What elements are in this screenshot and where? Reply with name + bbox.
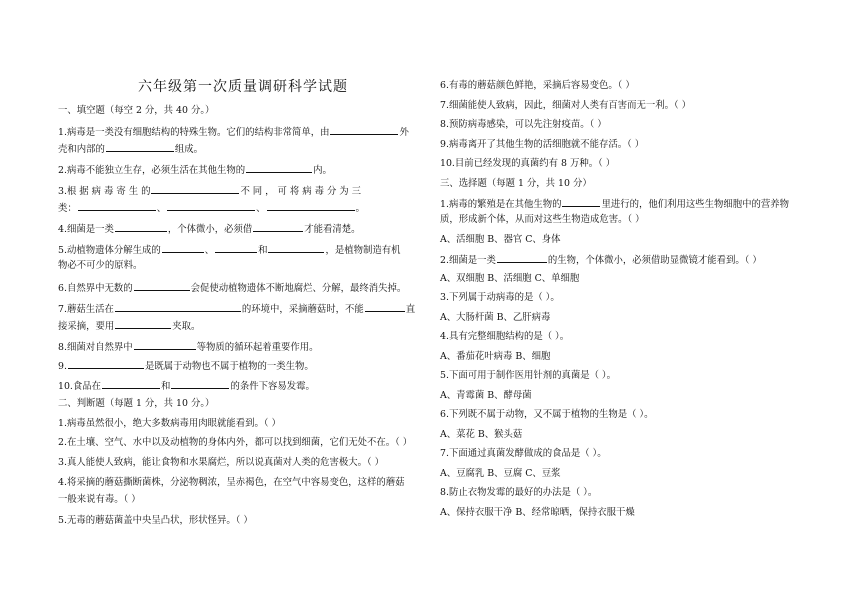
question-text: 的环境中，采摘蘑菇时，不能 bbox=[241, 304, 364, 315]
question-fill-10 bbox=[58, 378, 315, 393]
page-title: 六年级第一次质量调研科学试题 bbox=[138, 79, 348, 95]
question-text: 、 bbox=[256, 203, 266, 214]
answer-blank[interactable] bbox=[115, 221, 167, 232]
answer-blank[interactable] bbox=[171, 378, 229, 389]
question-text: 和 bbox=[161, 381, 171, 392]
answer-blank[interactable] bbox=[497, 252, 547, 263]
section-fill-blank-heading: 一、填空题（每空 2 分，共 40 分。） bbox=[58, 105, 215, 116]
answer-blank[interactable] bbox=[106, 141, 174, 152]
answer-blank[interactable] bbox=[102, 378, 160, 389]
question-fill-5 bbox=[58, 242, 401, 257]
question-choice-6: 6.下列既不属于动物，又不属于植物的生物是（ ）。 bbox=[440, 409, 654, 420]
question-judge-3: 3.真人能使人致病，能让食物和水果腐烂，所以说真菌对人类的危害极大。（ ） bbox=[58, 457, 384, 468]
question-text: 2.细菌是一类 bbox=[440, 255, 496, 266]
answer-blank[interactable] bbox=[162, 242, 204, 253]
choice-3-options: A、大肠杆菌 B、乙肝病毒 bbox=[440, 312, 551, 323]
question-text: 类： bbox=[58, 203, 77, 214]
question-choice-4: 4.具有完整细胞结构的是（ ）。 bbox=[440, 331, 570, 342]
question-text: 1.病毒的繁殖是在其他生物的 bbox=[440, 199, 562, 210]
question-fill-3-cont bbox=[58, 200, 365, 215]
question-choice-2 bbox=[440, 252, 762, 267]
question-judge-5: 5.无毒的蘑菇菌盖中央呈凸状，形状怪异。（ ） bbox=[58, 515, 253, 526]
question-text: 7.蘑菇生活在 bbox=[58, 304, 114, 315]
answer-blank[interactable] bbox=[365, 301, 405, 312]
question-text: 会促使动植物遗体不断地腐烂、分解，最终消失掉。 bbox=[190, 283, 407, 294]
answer-blank[interactable] bbox=[253, 221, 303, 232]
question-text: 接采摘，要用 bbox=[58, 321, 115, 332]
question-text: 2.病毒不能独立生存，必须生活在其他生物的 bbox=[58, 165, 246, 176]
question-choice-1 bbox=[440, 196, 789, 211]
answer-blank[interactable] bbox=[115, 318, 171, 329]
question-text: 才能看清楚。 bbox=[304, 224, 361, 235]
answer-blank[interactable] bbox=[68, 358, 144, 369]
question-text: 1.病毒是一类没有细胞结构的特殊生物。它们的结构非常简单，由 bbox=[58, 127, 330, 138]
question-judge-1: 1.病毒虽然很小，绝大多数病毒用肉眼就能看到。（ ） bbox=[58, 418, 281, 429]
question-judge-2: 2.在土壤、空气、水中以及动植物的身体内外，都可以找到细菌，它们无处不在。（ ） bbox=[58, 437, 413, 448]
answer-blank[interactable] bbox=[330, 124, 398, 135]
question-text: 和 bbox=[258, 245, 268, 256]
question-text: 组成。 bbox=[174, 144, 204, 155]
section-choice-heading: 三、选择题（每题 1 分，共 10 分） bbox=[440, 178, 592, 189]
question-judge-10: 10.目前已经发现的真菌约有 8 万种。（ ） bbox=[440, 158, 616, 169]
question-text: 外 bbox=[399, 127, 409, 138]
answer-blank[interactable] bbox=[78, 200, 156, 211]
question-fill-3 bbox=[58, 183, 361, 198]
question-text: ，个体微小，必须借 bbox=[167, 224, 253, 235]
question-text: 3.根 据 病 毒 寄 生 的 bbox=[58, 186, 151, 197]
question-judge-8: 8.预防病毒感染，可以先注射疫苗。（ ） bbox=[440, 119, 607, 130]
question-choice-8: 8.防止衣物发霉的最好的办法是（ ）。 bbox=[440, 487, 598, 498]
choice-5-options: A、青霉菌 B、酵母菌 bbox=[440, 390, 532, 401]
question-fill-6 bbox=[58, 280, 406, 295]
question-text: ，是植物制造有机 bbox=[325, 245, 401, 256]
question-text: 5.动植物遗体分解生成的 bbox=[58, 245, 161, 256]
answer-blank[interactable] bbox=[134, 339, 196, 350]
question-fill-4 bbox=[58, 221, 360, 236]
question-judge-4: 4.将采摘的蘑菇撕断菌株，分泌物稠浓，呈赤褐色，在空气中容易变色，这样的蘑菇 bbox=[58, 477, 405, 488]
answer-blank[interactable] bbox=[562, 196, 600, 207]
answer-blank[interactable] bbox=[268, 242, 324, 253]
question-text: 直 bbox=[405, 304, 416, 315]
question-fill-1-cont bbox=[58, 141, 203, 156]
question-text: 10.食品在 bbox=[58, 381, 102, 392]
question-text: 的生物，个体微小，必须借助显微镜才能看到。（ ） bbox=[547, 255, 762, 266]
question-text: 。 bbox=[355, 203, 365, 214]
question-text: 9. bbox=[58, 361, 67, 372]
question-text: 8.细菌对自然界中 bbox=[58, 342, 133, 353]
question-text: 、 bbox=[204, 245, 215, 256]
question-text: 里进行的，他们利用这些生物细胞中的营养物 bbox=[601, 199, 789, 210]
question-text: 的条件下容易发霉。 bbox=[230, 381, 315, 392]
answer-blank[interactable] bbox=[267, 200, 355, 211]
question-text: 壳和内部的 bbox=[58, 144, 105, 155]
question-fill-8 bbox=[58, 339, 318, 354]
choice-8-options: A、保持衣服干净 B、经常晾晒，保持衣服干燥 bbox=[440, 507, 635, 518]
question-fill-7 bbox=[58, 301, 415, 316]
question-text: 夹取。 bbox=[172, 321, 201, 332]
question-fill-7-cont bbox=[58, 318, 200, 333]
question-text: 是既属于动物也不属于植物的一类生物。 bbox=[144, 361, 314, 372]
answer-blank[interactable] bbox=[151, 183, 239, 194]
question-choice-1-cont: 质，形成新个体，从而对这些生物造成危害。（ ） bbox=[440, 214, 645, 225]
question-choice-5: 5.下面可用于制作医用针剂的真菌是（ ）。 bbox=[440, 370, 616, 381]
choice-4-options: A、番茄花叶病毒 B、细胞 bbox=[440, 351, 551, 362]
question-fill-1 bbox=[58, 124, 409, 139]
answer-blank[interactable] bbox=[215, 242, 257, 253]
question-text: 6.自然界中无数的 bbox=[58, 283, 133, 294]
question-fill-5-cont: 物必不可少的原料。 bbox=[58, 260, 143, 271]
answer-blank[interactable] bbox=[115, 301, 241, 312]
choice-6-options: A、菜花 B、猴头菇 bbox=[440, 429, 523, 440]
question-judge-6: 6.有毒的蘑菇颜色鲜艳，采摘后容易变色。（ ） bbox=[440, 80, 635, 91]
question-fill-9 bbox=[58, 358, 314, 373]
choice-7-options: A、豆腐乳 B、豆腐 C、豆浆 bbox=[440, 468, 561, 479]
question-text: 内。 bbox=[313, 165, 332, 176]
question-choice-7: 7.下面通过真菌发酵做成的食品是（ ）。 bbox=[440, 448, 607, 459]
question-fill-2 bbox=[58, 162, 332, 177]
question-choice-3: 3.下列属于动病毒的是（ ）。 bbox=[440, 292, 560, 303]
question-judge-7: 7.细菌能使人致病，因此，细菌对人类有百害而无一利。（ ） bbox=[440, 100, 691, 111]
question-judge-4-cont: 一般来说有毒。（ ） bbox=[58, 494, 141, 505]
question-judge-9: 9.病毒离开了其他生物的活细胞就不能存活。（ ） bbox=[440, 139, 645, 150]
section-judge-heading: 二、判断题（每题 1 分，共 10 分。） bbox=[58, 398, 215, 409]
answer-blank[interactable] bbox=[246, 162, 312, 173]
choice-2-options: A、双细胞 B、活细胞 C、单细胞 bbox=[440, 273, 580, 284]
answer-blank[interactable] bbox=[167, 200, 255, 211]
question-text: 4.细菌是一类 bbox=[58, 224, 114, 235]
question-text: 等物质的循环起着重要作用。 bbox=[196, 342, 319, 353]
answer-blank[interactable] bbox=[134, 280, 190, 291]
question-text: 、 bbox=[156, 203, 167, 214]
choice-1-options: A、活细胞 B、器官 C、身体 bbox=[440, 234, 561, 245]
question-text: 不 同 ， 可 将 病 毒 分 为 三 bbox=[240, 186, 362, 197]
